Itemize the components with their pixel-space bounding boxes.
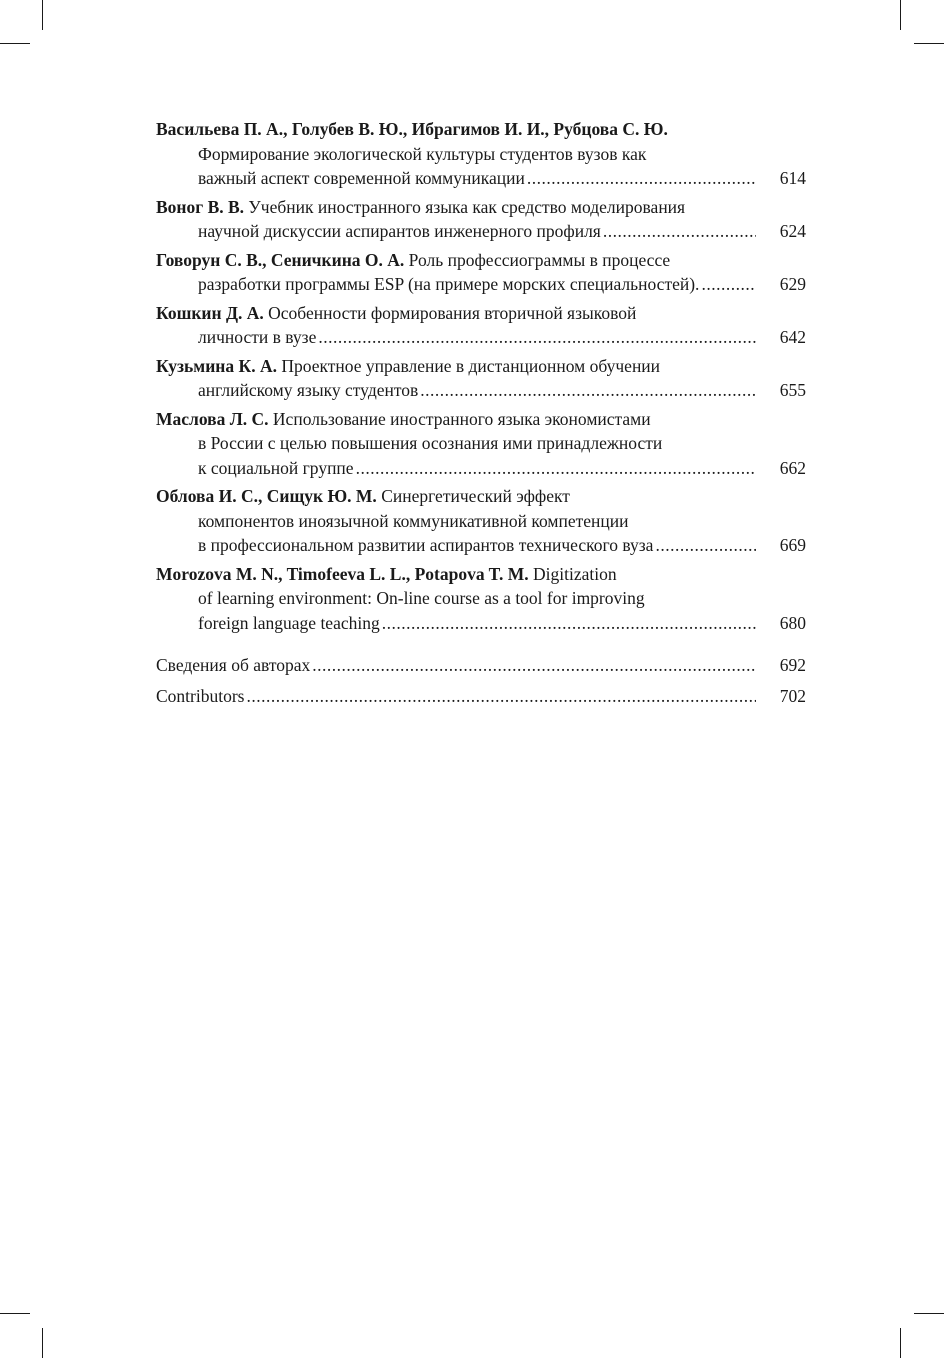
toc-appendix-label: Contributors bbox=[156, 685, 245, 706]
table-of-contents bbox=[156, 117, 806, 714]
crop-mark-top-right-v bbox=[900, 0, 901, 30]
toc-entry-title-line: в России с целью повышения осознания ими принадлежности bbox=[198, 433, 663, 453]
toc-entry-title-last-line: разработки программы ESP (на примере морских специальностей). bbox=[198, 274, 700, 294]
toc-entry-title-last-line: английскому языку студентов bbox=[198, 380, 419, 400]
toc-appendix-entry[interactable] bbox=[156, 653, 806, 678]
toc-entry-title-line: Учебник иностранного языка как средство моделирования bbox=[244, 196, 686, 217]
toc-entry[interactable] bbox=[156, 248, 806, 297]
toc-entry-authors: Маслова Л. С. bbox=[156, 408, 269, 429]
crop-mark-top-left-v bbox=[42, 0, 43, 30]
toc-entry-title-last-line: к социальной группе bbox=[198, 457, 354, 478]
toc-entry-page-number[interactable]: 624 bbox=[779, 221, 806, 241]
toc-entry-page-number[interactable]: 669 bbox=[779, 535, 806, 555]
toc-appendix-page-number[interactable]: 702 bbox=[779, 685, 806, 706]
toc-entry-title-line: Формирование экологической культуры студентов вузов как bbox=[198, 143, 647, 164]
toc-entry-title-line: of learning environment: On-line course as a tool for improving bbox=[198, 588, 645, 608]
toc-entry[interactable] bbox=[156, 484, 806, 558]
crop-mark-top-right-h bbox=[914, 43, 944, 44]
dot-leader bbox=[701, 272, 756, 297]
crop-mark-top-left-h bbox=[0, 43, 30, 44]
toc-entry-title-line: компонентов иноязычной коммуникативной компетенции bbox=[198, 510, 629, 531]
dot-leader bbox=[318, 325, 756, 350]
toc-entry-title-last-line: научной дискуссии аспирантов инженерного профиля bbox=[198, 221, 601, 241]
dot-leader bbox=[655, 533, 756, 558]
toc-entry-authors: Кузьмина К. А. bbox=[156, 355, 277, 376]
toc-entry-page-number[interactable]: 655 bbox=[779, 380, 806, 400]
toc-appendix-page-number[interactable]: 692 bbox=[779, 655, 806, 675]
toc-entry-title-line: Роль профессиограммы в процессе bbox=[404, 249, 671, 270]
toc-entry-title-line: Использование иностранного языка экономистами bbox=[268, 408, 651, 429]
toc-entry-page-number[interactable]: 662 bbox=[779, 457, 806, 478]
toc-entry-title-last-line: личности в вузе bbox=[198, 327, 317, 347]
toc-entry[interactable] bbox=[156, 301, 806, 350]
section-gap bbox=[156, 639, 806, 653]
toc-entry[interactable] bbox=[156, 195, 806, 244]
toc-entry-authors: Говорун С. В., Сеничкина О. А. bbox=[156, 249, 405, 270]
dot-leader bbox=[356, 456, 756, 481]
toc-entry-page-number[interactable]: 642 bbox=[779, 327, 806, 347]
toc-entry-title-line: Синергетический эффект bbox=[376, 486, 570, 506]
toc-entry-page-number[interactable]: 629 bbox=[779, 274, 806, 294]
toc-entry-title-last-line: в профессиональном развитии аспирантов технического вуза bbox=[198, 535, 654, 555]
crop-mark-bottom-right-h bbox=[914, 1313, 944, 1314]
toc-entry[interactable] bbox=[156, 354, 806, 403]
toc-entry-authors: Васильева П. А., Голубев В. Ю., Ибрагимов И. И., Рубцова С. Ю. bbox=[156, 119, 668, 139]
toc-entry-title-line: Проектное управление в дистанционном обучении bbox=[276, 355, 661, 376]
toc-entry-title-line: Особенности формирования вторичной языковой bbox=[263, 302, 637, 323]
toc-entry-title-last-line: foreign language teaching bbox=[198, 612, 380, 633]
dot-leader bbox=[603, 219, 756, 244]
crop-mark-bottom-right-v bbox=[900, 1328, 901, 1358]
dot-leader bbox=[382, 611, 756, 636]
dot-leader bbox=[246, 684, 756, 709]
toc-entry-title-line: Digitization bbox=[528, 563, 617, 584]
crop-mark-bottom-left-h bbox=[0, 1313, 30, 1314]
toc-entry-authors: Morozova M. N., Timofeeva L. L., Potapova T. M. bbox=[156, 563, 529, 584]
toc-appendix-label: Сведения об авторах bbox=[156, 655, 311, 675]
toc-entry[interactable] bbox=[156, 117, 806, 191]
toc-entry-title-last-line: важный аспект современной коммуникации bbox=[198, 168, 525, 188]
toc-appendix-entry[interactable] bbox=[156, 684, 806, 709]
toc-entry-page-number[interactable]: 680 bbox=[779, 612, 806, 633]
toc-entry[interactable] bbox=[156, 562, 806, 636]
toc-entry[interactable] bbox=[156, 407, 806, 481]
dot-leader bbox=[527, 166, 756, 191]
dot-leader bbox=[312, 653, 756, 678]
toc-entry-authors: Кошкин Д. А. bbox=[156, 302, 264, 323]
dot-leader bbox=[420, 378, 756, 403]
toc-entry-authors: Облова И. С., Сищук Ю. М. bbox=[156, 486, 377, 506]
crop-mark-bottom-left-v bbox=[42, 1328, 43, 1358]
toc-entry-page-number[interactable]: 614 bbox=[779, 168, 806, 188]
toc-entry-authors: Воног В. В. bbox=[156, 196, 245, 217]
